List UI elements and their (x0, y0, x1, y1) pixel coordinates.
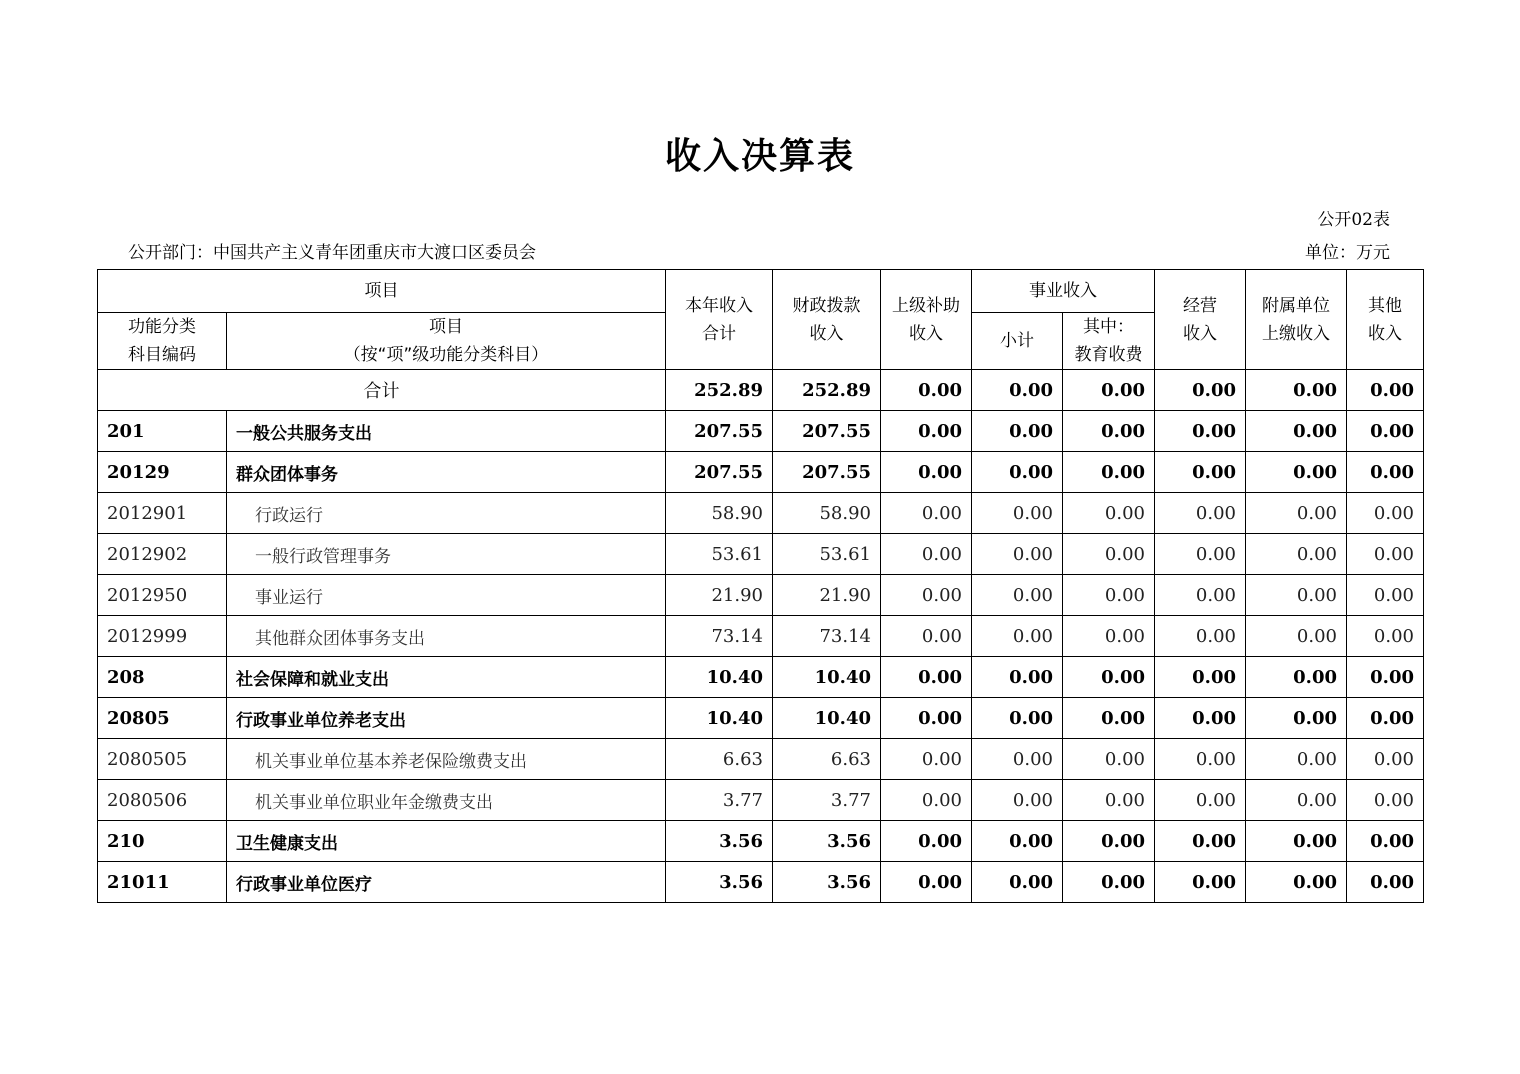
row-code: 210 (98, 821, 227, 862)
row-value: 0.00 (1063, 575, 1155, 616)
row-name: 卫生健康支出 (227, 821, 666, 862)
header-operating-line1: 经营 (1183, 295, 1217, 316)
row-value: 0.00 (881, 862, 972, 903)
table-row (98, 657, 1424, 698)
row-value: 0.00 (881, 452, 972, 493)
row-value: 0.00 (972, 493, 1063, 534)
header-name-line2: （按“项”级功能分类科目） (343, 345, 549, 365)
row-code: 2080505 (98, 739, 227, 780)
row-value: 0.00 (1347, 452, 1424, 493)
total-label: 合计 (98, 370, 666, 411)
row-value: 3.77 (666, 780, 773, 821)
row-value: 0.00 (1063, 616, 1155, 657)
row-value: 0.00 (972, 698, 1063, 739)
total-value: 0.00 (881, 370, 972, 411)
row-value: 0.00 (1347, 657, 1424, 698)
row-value: 0.00 (1155, 780, 1246, 821)
header-superior (881, 270, 972, 370)
total-value: 252.89 (773, 370, 881, 411)
row-value: 3.56 (666, 821, 773, 862)
unit-label: 单位：万元 (1305, 243, 1390, 263)
total-value: 0.00 (1155, 370, 1246, 411)
header-project-group: 项目 (98, 270, 666, 313)
table-row (98, 821, 1424, 862)
row-value: 73.14 (666, 616, 773, 657)
row-name: 一般行政管理事务 (227, 534, 666, 575)
row-value: 53.61 (773, 534, 881, 575)
header-code-line1: 功能分类 (128, 317, 196, 337)
table-row (98, 739, 1424, 780)
header-affiliated-line1: 附属单位 (1262, 295, 1330, 316)
table-row (98, 616, 1424, 657)
header-other-line1: 其他 (1368, 295, 1402, 316)
row-value: 0.00 (1063, 657, 1155, 698)
table-row (98, 780, 1424, 821)
header-business-edu-line1: 其中： (1083, 317, 1134, 337)
row-value: 0.00 (1063, 534, 1155, 575)
row-value: 0.00 (1246, 452, 1347, 493)
row-code: 21011 (98, 862, 227, 903)
row-value: 0.00 (1246, 657, 1347, 698)
row-value: 6.63 (773, 739, 881, 780)
row-value: 0.00 (1155, 862, 1246, 903)
row-value: 207.55 (773, 452, 881, 493)
row-value: 0.00 (972, 452, 1063, 493)
row-value: 0.00 (972, 411, 1063, 452)
header-affiliated (1246, 270, 1347, 370)
row-value: 0.00 (1155, 821, 1246, 862)
row-code: 2080506 (98, 780, 227, 821)
row-value: 0.00 (972, 616, 1063, 657)
row-value: 58.90 (773, 493, 881, 534)
table-row (98, 534, 1424, 575)
row-value: 0.00 (1246, 780, 1347, 821)
row-value: 10.40 (666, 698, 773, 739)
row-value: 0.00 (1155, 698, 1246, 739)
row-value: 0.00 (881, 575, 972, 616)
row-value: 0.00 (1063, 739, 1155, 780)
table-row (98, 698, 1424, 739)
row-value: 0.00 (1347, 493, 1424, 534)
row-name: 一般公共服务支出 (227, 411, 666, 452)
row-code: 2012902 (98, 534, 227, 575)
header-other (1347, 270, 1424, 370)
header-total-income-line1: 本年收入 (685, 295, 753, 316)
row-value: 0.00 (1347, 616, 1424, 657)
row-code: 201 (98, 411, 227, 452)
header-code-line2: 科目编码 (128, 345, 196, 365)
total-value: 0.00 (1347, 370, 1424, 411)
row-value: 207.55 (666, 411, 773, 452)
header-business-group: 事业收入 (972, 270, 1155, 313)
row-value: 0.00 (1347, 575, 1424, 616)
row-value: 3.56 (773, 821, 881, 862)
row-value: 0.00 (1063, 452, 1155, 493)
row-code: 20805 (98, 698, 227, 739)
row-value: 0.00 (1246, 493, 1347, 534)
row-value: 0.00 (1063, 821, 1155, 862)
row-value: 0.00 (1155, 534, 1246, 575)
header-code (98, 313, 227, 370)
table-row (98, 575, 1424, 616)
row-value: 0.00 (1063, 493, 1155, 534)
header-superior-line2: 收入 (909, 323, 943, 344)
row-value: 0.00 (1347, 780, 1424, 821)
row-name: 社会保障和就业支出 (227, 657, 666, 698)
row-value: 0.00 (1347, 534, 1424, 575)
row-value: 53.61 (666, 534, 773, 575)
total-row (98, 370, 1424, 411)
row-value: 21.90 (666, 575, 773, 616)
row-name: 机关事业单位基本养老保险缴费支出 (227, 739, 666, 780)
total-value: 252.89 (666, 370, 773, 411)
row-value: 0.00 (972, 657, 1063, 698)
table-row (98, 493, 1424, 534)
header-superior-line1: 上级补助 (892, 295, 960, 316)
row-value: 0.00 (1063, 780, 1155, 821)
row-value: 58.90 (666, 493, 773, 534)
row-name: 其他群众团体事务支出 (227, 616, 666, 657)
row-value: 0.00 (1155, 493, 1246, 534)
table-row (98, 862, 1424, 903)
table-row (98, 452, 1424, 493)
page-title: 收入决算表 (664, 136, 855, 177)
row-name: 行政事业单位养老支出 (227, 698, 666, 739)
row-value: 0.00 (1155, 452, 1246, 493)
row-value: 0.00 (1246, 698, 1347, 739)
row-value: 0.00 (881, 739, 972, 780)
header-other-line2: 收入 (1368, 323, 1402, 344)
header-business-edu (1063, 313, 1155, 370)
row-value: 0.00 (1347, 411, 1424, 452)
row-value: 0.00 (972, 575, 1063, 616)
header-fiscal-line1: 财政拨款 (792, 295, 861, 316)
row-value: 0.00 (1155, 616, 1246, 657)
row-value: 0.00 (972, 534, 1063, 575)
row-value: 0.00 (1155, 575, 1246, 616)
row-value: 0.00 (1246, 534, 1347, 575)
row-value: 0.00 (881, 493, 972, 534)
row-value: 3.56 (666, 862, 773, 903)
row-value: 0.00 (1347, 862, 1424, 903)
row-value: 0.00 (1155, 657, 1246, 698)
row-value: 0.00 (881, 616, 972, 657)
row-value: 0.00 (1347, 698, 1424, 739)
row-code: 2012999 (98, 616, 227, 657)
row-value: 0.00 (1063, 411, 1155, 452)
header-affiliated-line2: 上缴收入 (1262, 323, 1330, 344)
row-value: 0.00 (1246, 821, 1347, 862)
header-fiscal (773, 270, 881, 370)
row-value: 0.00 (1347, 821, 1424, 862)
income-final-accounts-table (97, 269, 1424, 903)
total-value: 0.00 (1246, 370, 1347, 411)
header-name (227, 313, 666, 370)
total-value: 0.00 (1063, 370, 1155, 411)
department-label: 公开部门：中国共产主义青年团重庆市大渡口区委员会 (128, 243, 536, 263)
row-value: 0.00 (1246, 411, 1347, 452)
header-fiscal-line2: 收入 (809, 323, 844, 344)
row-value: 10.40 (666, 657, 773, 698)
row-value: 0.00 (972, 862, 1063, 903)
row-code: 208 (98, 657, 227, 698)
row-value: 0.00 (1063, 698, 1155, 739)
header-business-subtotal: 小计 (972, 313, 1063, 370)
row-value: 0.00 (1155, 739, 1246, 780)
header-total-income (666, 270, 773, 370)
row-value: 0.00 (1246, 575, 1347, 616)
row-value: 0.00 (1347, 739, 1424, 780)
row-value: 207.55 (773, 411, 881, 452)
row-value: 0.00 (972, 739, 1063, 780)
row-code: 2012901 (98, 493, 227, 534)
header-operating-line2: 收入 (1183, 323, 1217, 344)
total-value: 0.00 (972, 370, 1063, 411)
row-value: 6.63 (666, 739, 773, 780)
header-business-edu-line2: 教育收费 (1074, 345, 1143, 365)
row-name: 事业运行 (227, 575, 666, 616)
row-name: 行政运行 (227, 493, 666, 534)
row-value: 0.00 (881, 534, 972, 575)
row-value: 0.00 (881, 780, 972, 821)
row-value: 0.00 (881, 698, 972, 739)
table-row (98, 411, 1424, 452)
table-code: 公开02表 (1317, 210, 1390, 230)
row-value: 0.00 (972, 780, 1063, 821)
row-code: 2012950 (98, 575, 227, 616)
row-value: 73.14 (773, 616, 881, 657)
row-name: 行政事业单位医疗 (227, 862, 666, 903)
row-value: 0.00 (1246, 739, 1347, 780)
row-value: 3.77 (773, 780, 881, 821)
row-value: 0.00 (881, 411, 972, 452)
row-name: 机关事业单位职业年金缴费支出 (227, 780, 666, 821)
row-value: 0.00 (1246, 862, 1347, 903)
row-value: 207.55 (666, 452, 773, 493)
row-value: 21.90 (773, 575, 881, 616)
row-value: 10.40 (773, 698, 881, 739)
row-name: 群众团体事务 (227, 452, 666, 493)
row-value: 0.00 (972, 821, 1063, 862)
header-operating (1155, 270, 1246, 370)
row-value: 0.00 (881, 657, 972, 698)
row-value: 0.00 (881, 821, 972, 862)
row-value: 0.00 (1155, 411, 1246, 452)
row-value: 0.00 (1063, 862, 1155, 903)
row-value: 0.00 (1246, 616, 1347, 657)
row-value: 3.56 (773, 862, 881, 903)
row-code: 20129 (98, 452, 227, 493)
header-name-line1: 项目 (429, 317, 463, 337)
header-total-income-line2: 合计 (702, 323, 736, 344)
row-value: 10.40 (773, 657, 881, 698)
